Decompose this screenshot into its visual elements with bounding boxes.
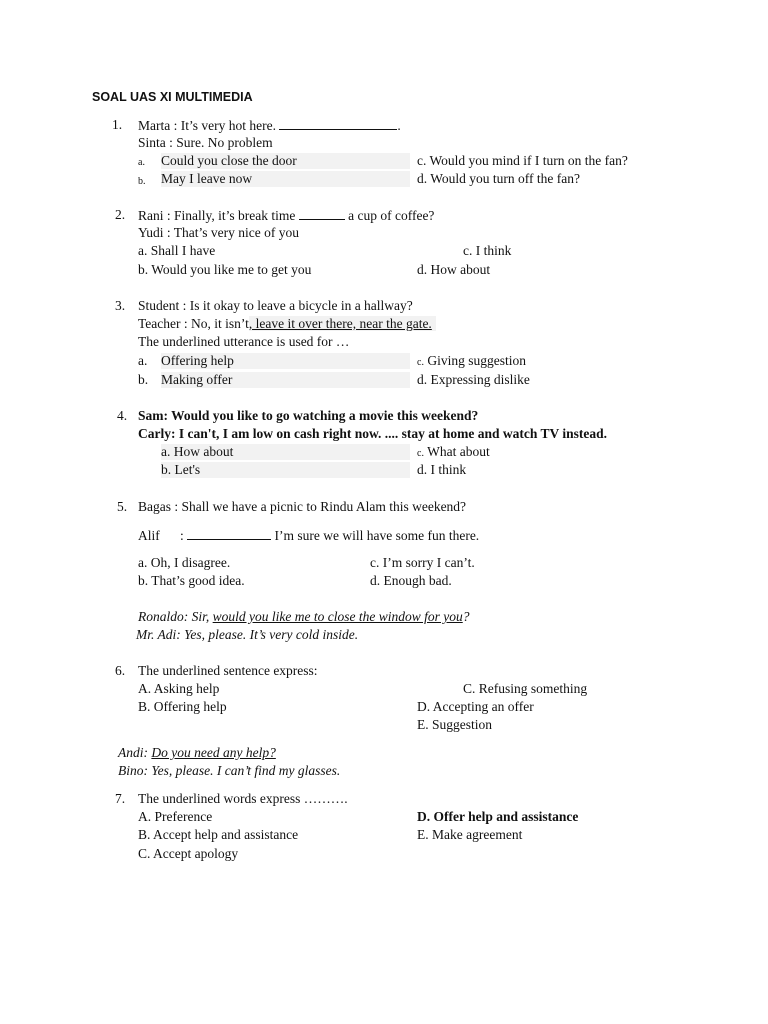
q4-option-c (417, 444, 490, 462)
q1-blank (279, 117, 397, 130)
q4-option-a: a. How about (161, 444, 410, 460)
q3-number: 3. (115, 298, 126, 313)
q1-option-a: Could you close the door (161, 153, 410, 169)
q2-option-c: c. I think (463, 243, 512, 258)
q5-line2 (138, 527, 479, 544)
q7-number: 7. (115, 791, 126, 806)
q3-line3: The underlined utterance is used for … (138, 334, 350, 349)
q7-option-a: A. Preference (138, 809, 213, 824)
q6-option-b: B. Offering help (138, 699, 227, 714)
q2-number: 2. (115, 207, 126, 222)
q3-option-b: Making offer (161, 372, 410, 388)
dialog7-underlined: Do you need any help? (151, 745, 276, 760)
q1-option-a-letter: a. (138, 157, 145, 168)
q3-option-a: Offering help (161, 353, 410, 369)
q1-line1 (138, 117, 401, 134)
q6-option-e: E. Suggestion (417, 717, 493, 732)
q2-line2: Yudi : That’s very nice of you (138, 225, 299, 240)
q2-prompt-end: a cup of coffee? (348, 208, 435, 223)
q3-option-c-letter: c. (417, 357, 424, 368)
q5-number: 5. (117, 499, 128, 514)
q2-option-b: b. Would you like me to get you (138, 262, 312, 277)
q3-option-b-letter: b. (138, 372, 149, 387)
dialog7-speaker: Andi: (118, 745, 148, 760)
q3-teacher-reply: Teacher : No, it isn’t (138, 316, 249, 331)
q4-option-c-letter: c. (417, 448, 424, 459)
q5-speaker: Alif : (138, 528, 184, 543)
dialog6-line1 (138, 609, 469, 625)
q1-blank-end: . (397, 118, 401, 133)
q7-option-b: B. Accept help and assistance (138, 827, 299, 842)
q2-option-d: d. How about (417, 262, 491, 277)
dialog7-line2: Bino: Yes, please. I can’t find my glasses. (118, 763, 341, 778)
q1-prompt: Marta : It’s very hot here. (138, 118, 276, 133)
dialog6-question-mark: ? (462, 609, 470, 624)
dialog6-line2: Mr. Adi: Yes, please. It’s very cold inside. (136, 627, 359, 642)
q1-option-b-letter: b. (138, 176, 146, 187)
q6-option-a: A. Asking help (138, 681, 220, 696)
q2-blank (299, 207, 345, 220)
q4-line1: Sam: Would you like to go watching a movie this weekend? (138, 408, 479, 423)
q7-option-d: D. Offer help and assistance (417, 809, 579, 824)
q3-option-a-letter: a. (138, 353, 148, 368)
q5-option-d: d. Enough bad. (370, 573, 452, 588)
q5-option-b: b. That’s good idea. (138, 573, 245, 588)
q4-option-d: d. I think (417, 462, 467, 477)
q4-option-c-text: What about (427, 444, 490, 459)
q3-underlined-utterance: , leave it over there, near the gate. (249, 316, 436, 331)
q5-line1: Bagas : Shall we have a picnic to Rindu Alam this weekend? (138, 499, 467, 514)
q1-number: 1. (112, 117, 123, 132)
q6-option-d: D. Accepting an offer (417, 699, 534, 714)
q1-option-c: c. Would you mind if I turn on the fan? (417, 153, 628, 168)
dialog6-speaker: Ronaldo: Sir, (138, 609, 210, 624)
q1-line2: Sinta : Sure. No problem (138, 135, 273, 150)
dialog7-line1 (118, 745, 276, 761)
q3-option-d: d. Expressing dislike (417, 372, 530, 387)
q4-option-b: b. Let's (161, 462, 410, 478)
q3-line1: Student : Is it okay to leave a bicycle in a hallway? (138, 298, 413, 313)
q6-option-c: C. Refusing something (463, 681, 588, 696)
dialog6-underlined: would you like me to close the window for you (212, 609, 463, 624)
page-title: SOAL UAS XI MULTIMEDIA (92, 90, 253, 104)
q7-option-e: E. Make agreement (417, 827, 523, 842)
q4-number: 4. (117, 408, 128, 423)
q5-option-a: a. Oh, I disagree. (138, 555, 231, 570)
q6-number: 6. (115, 663, 126, 678)
q6-stem: The underlined sentence express: (138, 663, 318, 678)
q7-option-c: C. Accept apology (138, 846, 239, 861)
q4-line2: Carly: I can't, I am low on cash right now. .... stay at home and watch TV instead. (138, 426, 608, 441)
q3-option-c-text: Giving suggestion (427, 353, 526, 368)
q3-line2 (138, 316, 436, 332)
q5-option-c: c. I’m sorry I can’t. (370, 555, 475, 570)
q2-option-a: a. Shall I have (138, 243, 216, 258)
q5-reply: I’m sure we will have some fun there. (274, 528, 480, 543)
q1-option-b: May I leave now (161, 171, 410, 187)
q2-line1 (138, 207, 434, 224)
q5-blank (187, 527, 271, 540)
q7-stem: The underlined words express ………. (138, 791, 348, 806)
q2-prompt: Rani : Finally, it’s break time (138, 208, 296, 223)
q3-option-c (417, 353, 526, 371)
q1-option-d: d. Would you turn off the fan? (417, 171, 581, 186)
